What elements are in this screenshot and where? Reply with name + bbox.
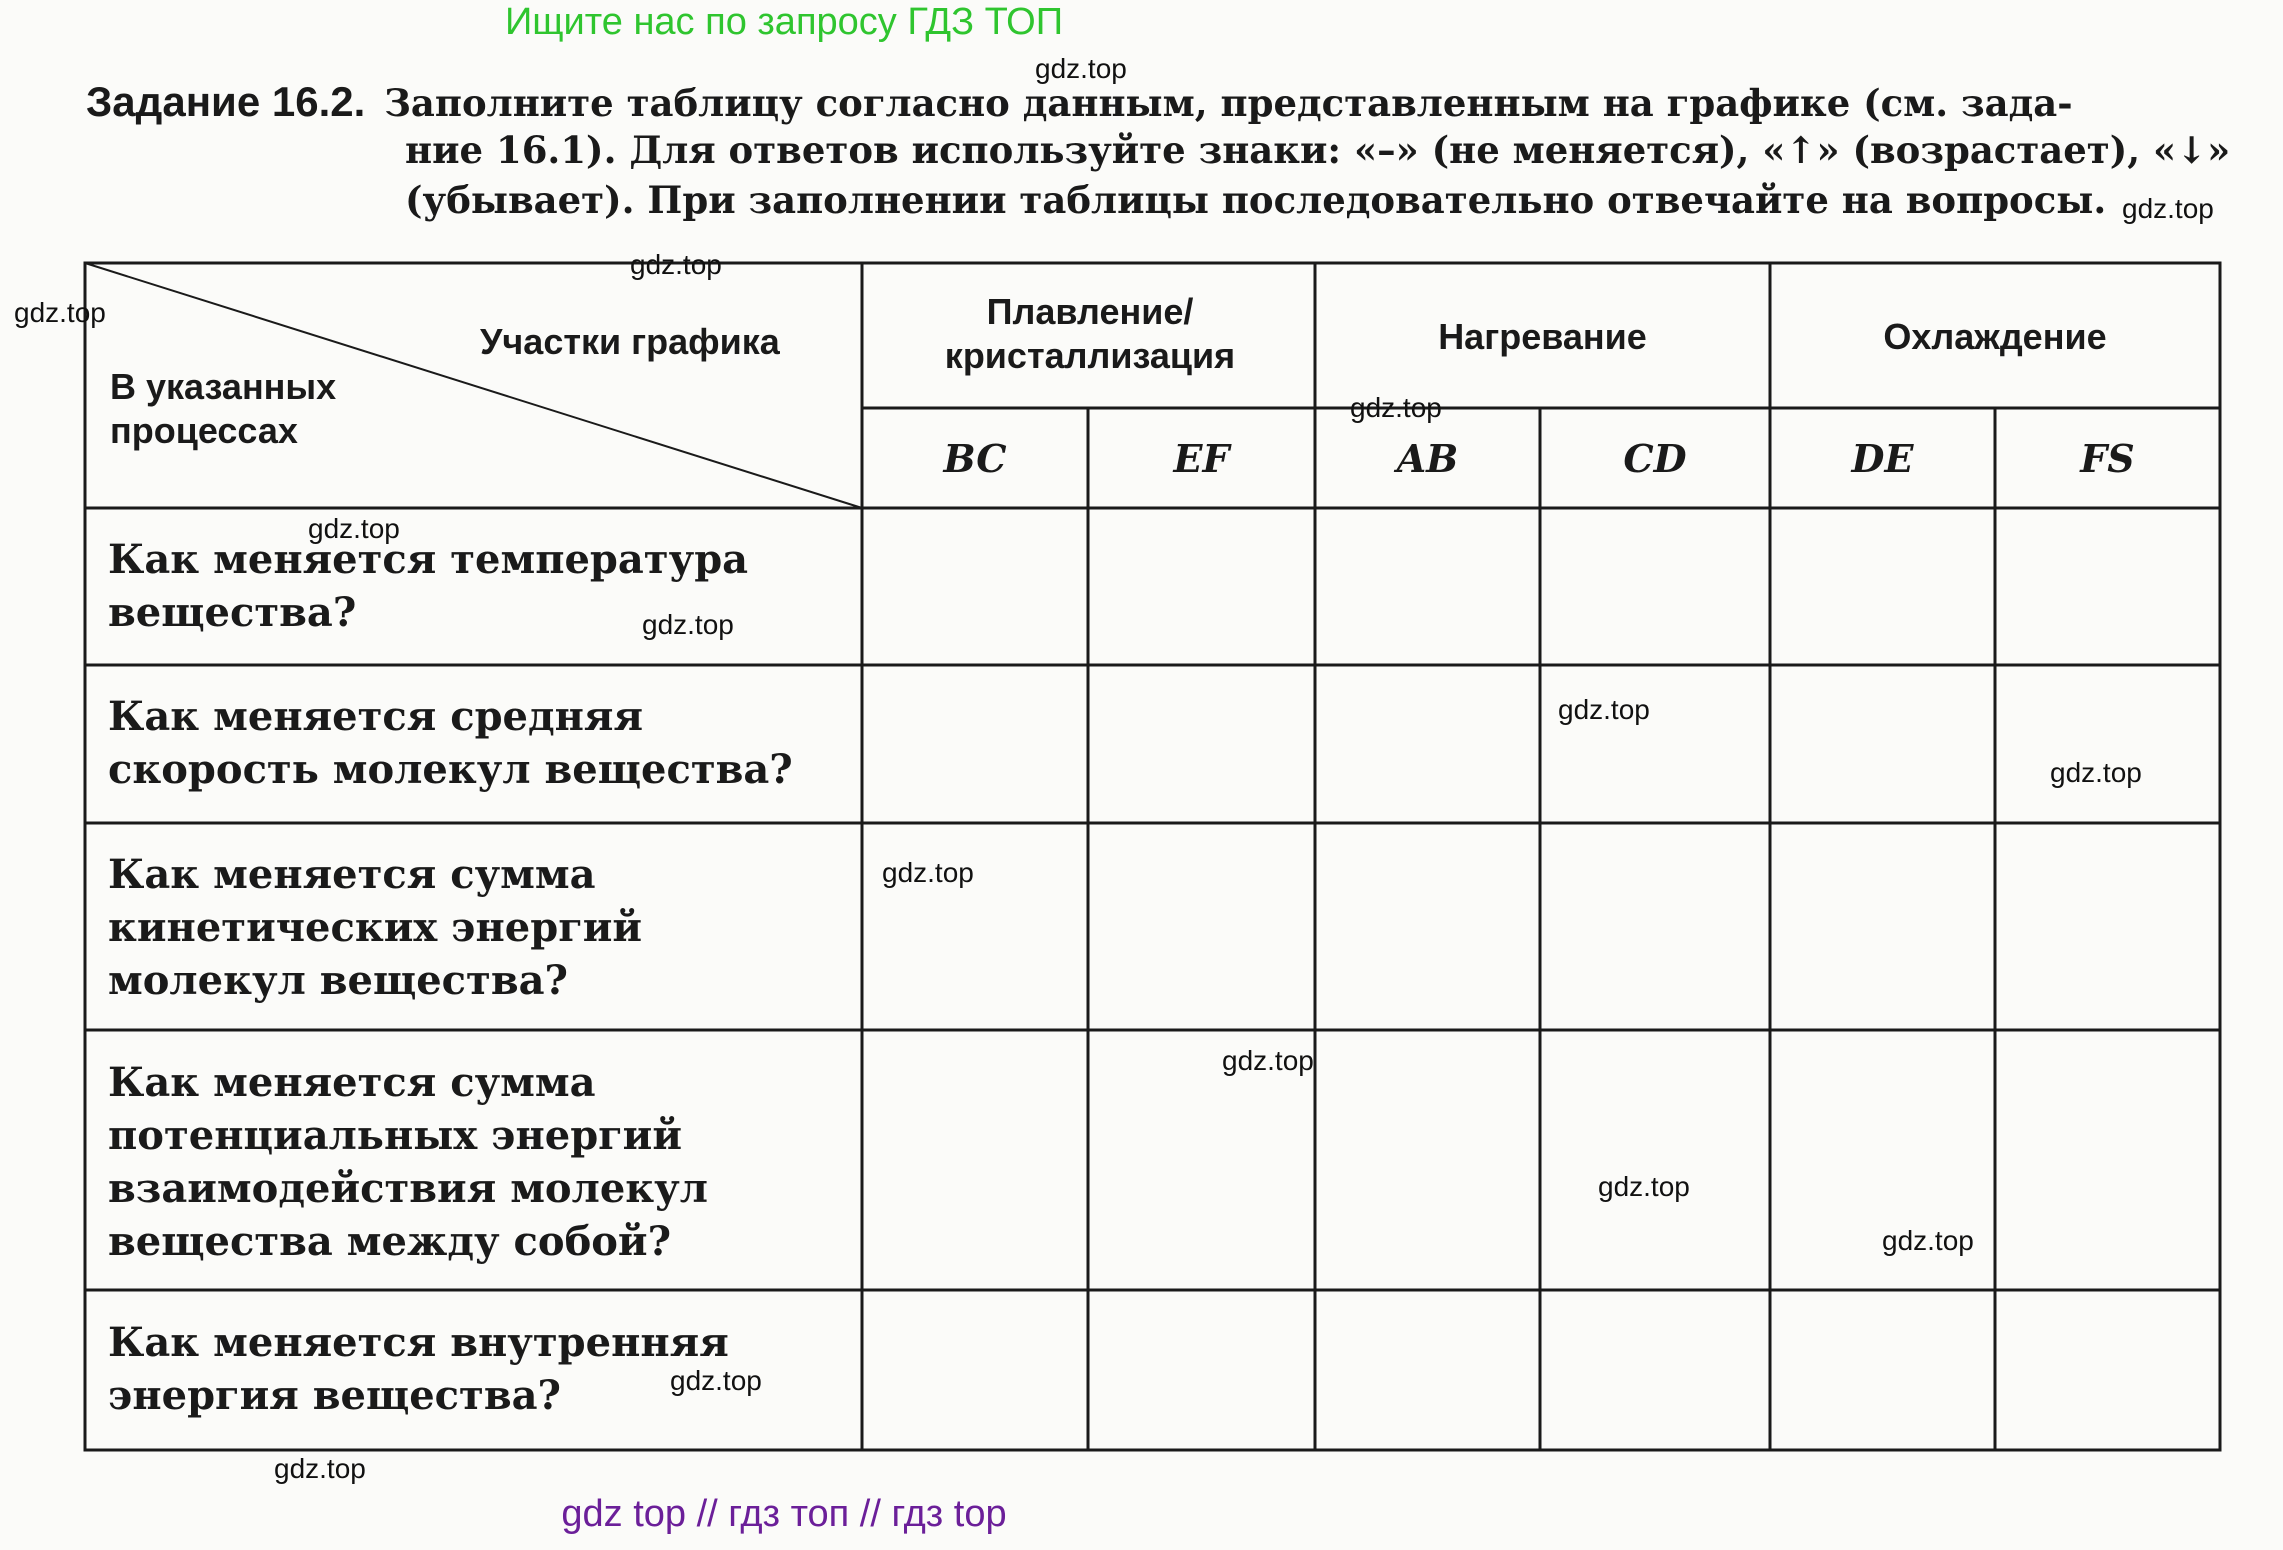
segment-de: DE <box>1851 436 1914 481</box>
segment-ef: EF <box>1173 436 1230 481</box>
corner-header-segments: Участки графика <box>480 321 780 362</box>
search-banner: Ищите нас по запросу ГДЗ ТОП <box>504 1 1064 43</box>
question-average-speed: Как меняется средняя скорость молекул вещества? <box>108 693 793 793</box>
task-line-1: Заполните таблицу согласно данным, представленным на графике (см. зада- <box>384 81 2073 125</box>
watermark: gdz.top <box>1350 392 1442 423</box>
watermark: gdz.top <box>1598 1171 1690 1202</box>
group-header-melting: Плавление/ кристаллизация <box>944 291 1236 376</box>
watermark: gdz.top <box>2050 757 2142 788</box>
footer-links: gdz top // гдз топ // гдз top <box>561 1493 1007 1535</box>
watermark: gdz.top <box>274 1453 366 1484</box>
segment-bc: BC <box>943 436 1007 481</box>
watermark: gdz.top <box>642 609 734 640</box>
segment-fs: FS <box>2080 436 2135 481</box>
question-temperature: Как меняется температура вещества? <box>108 536 749 636</box>
question-kinetic-energy: Как меняется сумма кинетических энергий молекул вещества? <box>108 851 643 1004</box>
watermark: gdz.top <box>308 513 400 544</box>
watermark: gdz.top <box>630 249 722 280</box>
watermark: gdz.top <box>1882 1225 1974 1256</box>
group-header-heating: Нагревание <box>1438 316 1647 357</box>
watermark: gdz.top <box>1558 694 1650 725</box>
watermark: gdz.top <box>1035 53 1127 84</box>
watermark: gdz.top <box>882 857 974 888</box>
question-potential-energy: Как меняется сумма потенциальных энергий взаимодействия молекул вещества между собой? <box>108 1059 708 1265</box>
watermark: gdz.top <box>2122 193 2214 224</box>
watermark: gdz.top <box>14 297 106 328</box>
watermark: gdz.top <box>670 1365 762 1396</box>
segment-cd: CD <box>1623 436 1687 481</box>
task-line-3: (убывает). При заполнении таблицы последовательно отвечайте на вопросы. <box>405 178 2107 222</box>
task-line-2: ние 16.1). Для ответов используйте знаки: «–» (не меняется), «↑» (возрастает), «↓» <box>405 128 2231 172</box>
group-header-cooling: Охлаждение <box>1883 316 2107 357</box>
segment-ab: AB <box>1396 436 1459 481</box>
watermark: gdz.top <box>1222 1045 1314 1076</box>
corner-header-processes: В указанных процессах <box>110 366 337 451</box>
question-internal-energy: Как меняется внутренняя энергия вещества? <box>108 1319 729 1419</box>
task-label: Задание 16.2. <box>86 78 366 125</box>
